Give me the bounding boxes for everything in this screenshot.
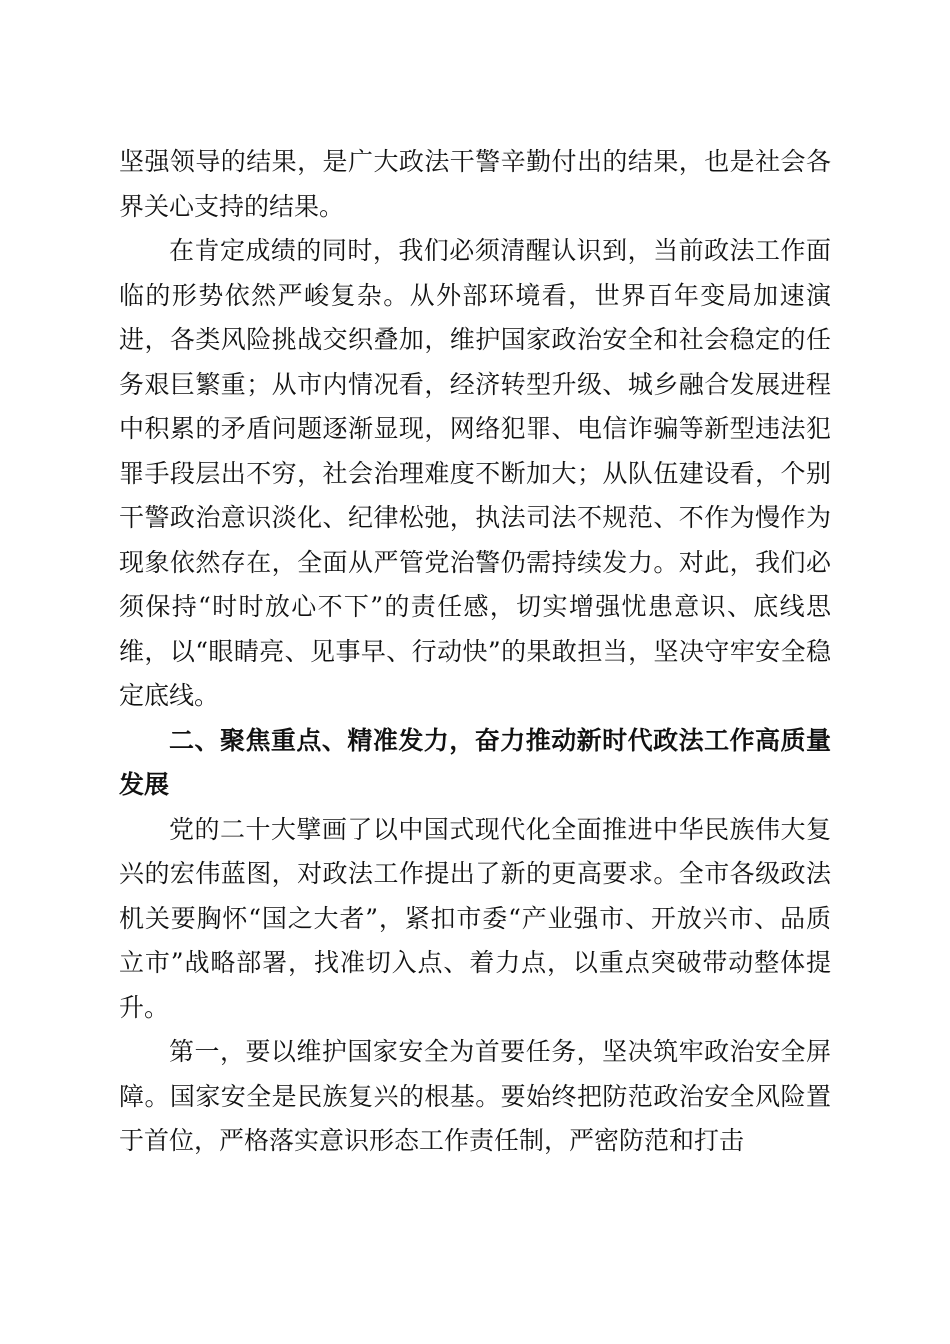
- paragraph-first-task: 第一，要以维护国家安全为首要任务，坚决筑牢政治安全屏障。国家安全是民族复兴的根基。要始终把防范政治安全风险置于首位，严格落实意识形态工作责任制，严密防范和打击: [119, 1037, 831, 1155]
- section-heading-2: 二、聚焦重点、精准发力，奋力推动新时代政法工作高质量发展: [119, 725, 831, 799]
- paragraph-section-intro: 党的二十大擘画了以中国式现代化全面推进中华民族伟大复兴的宏伟蓝图，对政法工作提出了新的更高要求。全市各级政法机关要胸怀“国之大者”，紧扣市委“产业强市、开放兴市、品质立市”战略部署，找准切入点、着力点，以重点突破带动整体提升。: [119, 814, 831, 1022]
- paragraph-situation-assessment: 在肯定成绩的同时，我们必须清醒认识到，当前政法工作面临的形势依然严峻复杂。从外部环境看，世界百年变局加速演进，各类风险挑战交织叠加，维护国家政治安全和社会稳定的任务艰巨繁重；从市内情况看，经济转型升级、城乡融合发展进程中积累的矛盾问题逐渐显现，网络犯罪、电信诈骗等新型违法犯罪手段层出不穷，社会治理难度不断加大；从队伍建设看，个别干警政治意识淡化、纪律松弛，执法司法不规范、不作为慢作为现象依然存在，全面从严管党治警仍需持续发力。对此，我们必须保持“时时放心不下”的责任感，切实增强忧患意识、底线思维，以“眼睛亮、见事早、行动快”的果敢担当，坚决守牢安全稳定底线。: [119, 236, 831, 710]
- document-body: [119, 140, 831, 1164]
- paragraph-continuation: 坚强领导的结果，是广大政法干警辛勤付出的结果，也是社会各界关心支持的结果。: [119, 147, 831, 221]
